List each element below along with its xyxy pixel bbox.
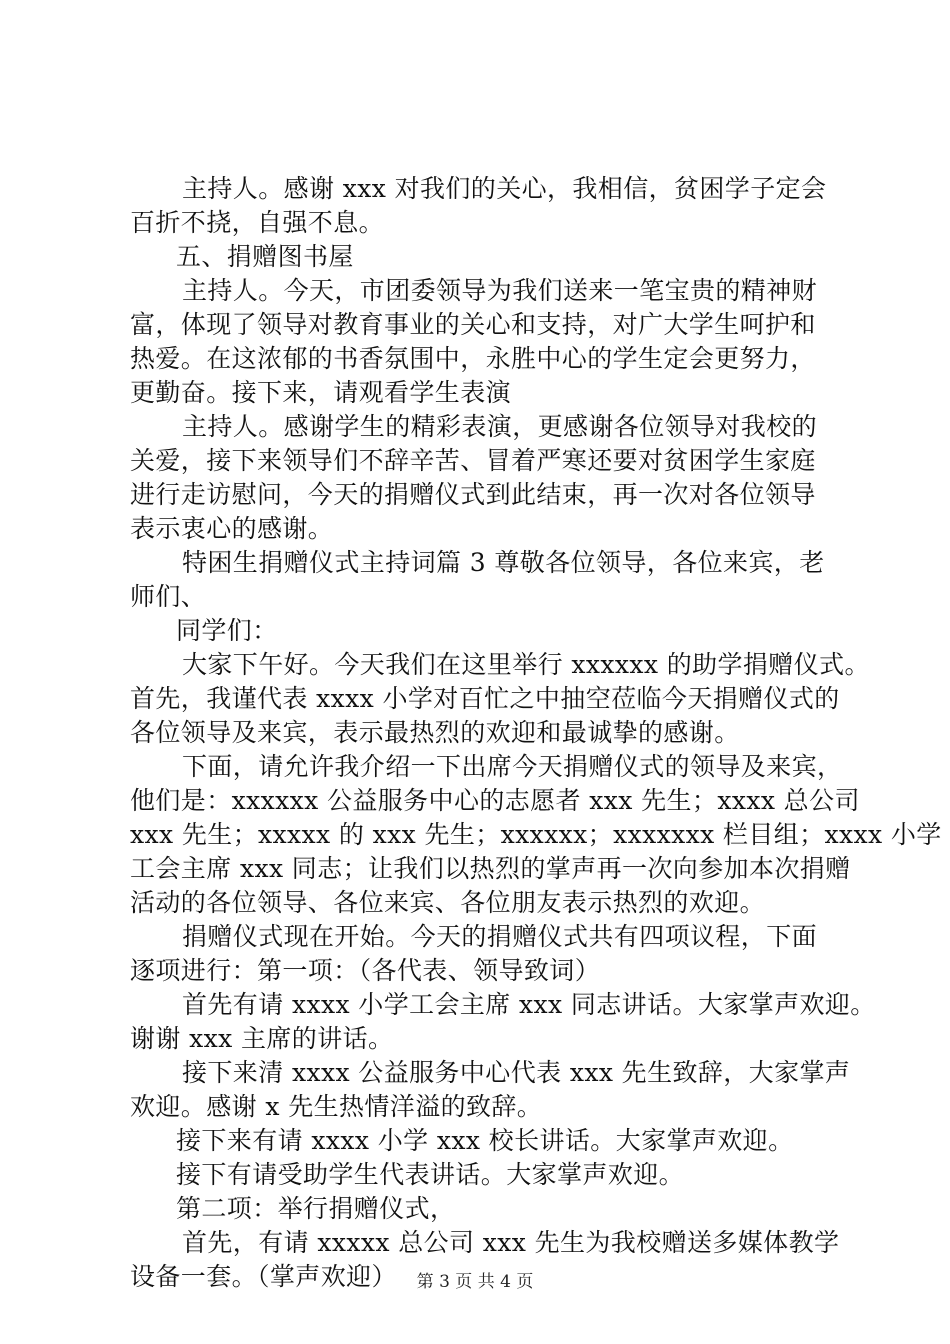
text-line: 热爱。在这浓郁的书香氛围中，永胜中心的学生定会更努力， <box>130 344 816 373</box>
text-line: 师们、 <box>130 582 207 611</box>
text-line: 工会主席 xxx 同志；让我们以热烈的掌声再一次向参加本次捐赠 <box>130 854 851 883</box>
text-line: 同学们： <box>176 616 278 645</box>
text-line: 活动的各位领导、各位来宾、各位朋友表示热烈的欢迎。 <box>130 888 766 917</box>
text-line: 下面，请允许我介绍一下出席今天捐赠仪式的领导及来宾， <box>182 752 843 781</box>
text-line: 接下来有请 xxxx 小学 xxx 校长讲话。大家掌声欢迎。 <box>176 1126 794 1155</box>
text-line: 首先，我谨代表 xxxx 小学对百忙之中抽空莅临今天捐赠仪式的 <box>130 684 840 713</box>
text-line: 主持人。今天，市团委领导为我们送来一笔宝贵的精神财 <box>182 276 818 305</box>
text-line: 百折不挠，自强不息。 <box>130 208 385 237</box>
text-line: 逐项进行：第一项：（各代表、领导致词） <box>130 956 601 985</box>
text-line: 特困生捐赠仪式主持词篇 3 尊敬各位领导，各位来宾，老 <box>182 548 825 577</box>
text-line: 更勤奋。接下来，请观看学生表演 <box>130 378 512 407</box>
text-line: 第二项：举行捐赠仪式， <box>176 1194 456 1223</box>
text-line: 他们是：xxxxxx 公益服务中心的志愿者 xxx 先生；xxxx 总公司 <box>130 786 860 815</box>
text-line: 谢谢 xxx 主席的讲话。 <box>130 1024 394 1053</box>
text-line: xxx 先生；xxxxx 的 xxx 先生；xxxxxx；xxxxxxx 栏目组；xxxx 小学 <box>130 820 942 849</box>
text-line: 表示衷心的感谢。 <box>130 514 334 543</box>
text-line: 接下有请受助学生代表讲话。大家掌声欢迎。 <box>176 1160 685 1189</box>
page-number-footer: 第 3 页 共 4 页 <box>416 1272 534 1292</box>
text-line: 首先，有请 xxxxx 总公司 xxx 先生为我校赠送多媒体教学 <box>182 1228 840 1257</box>
text-line: 关爱，接下来领导们不辞辛苦、冒着严寒还要对贫困学生家庭 <box>130 446 816 475</box>
text-line: 主持人。感谢 xxx 对我们的关心，我相信，贫困学子定会 <box>182 174 827 203</box>
document-body <box>130 172 942 1294</box>
text-line: 进行走访慰问，今天的捐赠仪式到此结束，再一次对各位领导 <box>130 480 816 509</box>
section-heading: 五、捐赠图书屋 <box>176 242 354 271</box>
text-line: 设备一套。（掌声欢迎） <box>130 1262 397 1291</box>
text-line: 首先有请 xxxx 小学工会主席 xxx 同志讲话。大家掌声欢迎。 <box>182 990 876 1019</box>
text-line: 富，体现了领导对教育事业的关心和支持，对广大学生呵护和 <box>130 310 816 339</box>
text-line: 各位领导及来宾，表示最热烈的欢迎和最诚挚的感谢。 <box>130 718 740 747</box>
text-line: 主持人。感谢学生的精彩表演，更感谢各位领导对我校的 <box>182 412 818 441</box>
text-line: 欢迎。感谢 x 先生热情洋溢的致辞。 <box>130 1092 543 1121</box>
text-line: 大家下午好。今天我们在这里举行 xxxxxx 的助学捐赠仪式。 <box>182 650 870 679</box>
text-line: 捐赠仪式现在开始。今天的捐赠仪式共有四项议程，下面 <box>182 922 818 951</box>
text-line: 接下来清 xxxx 公益服务中心代表 xxx 先生致辞，大家掌声 <box>182 1058 851 1087</box>
